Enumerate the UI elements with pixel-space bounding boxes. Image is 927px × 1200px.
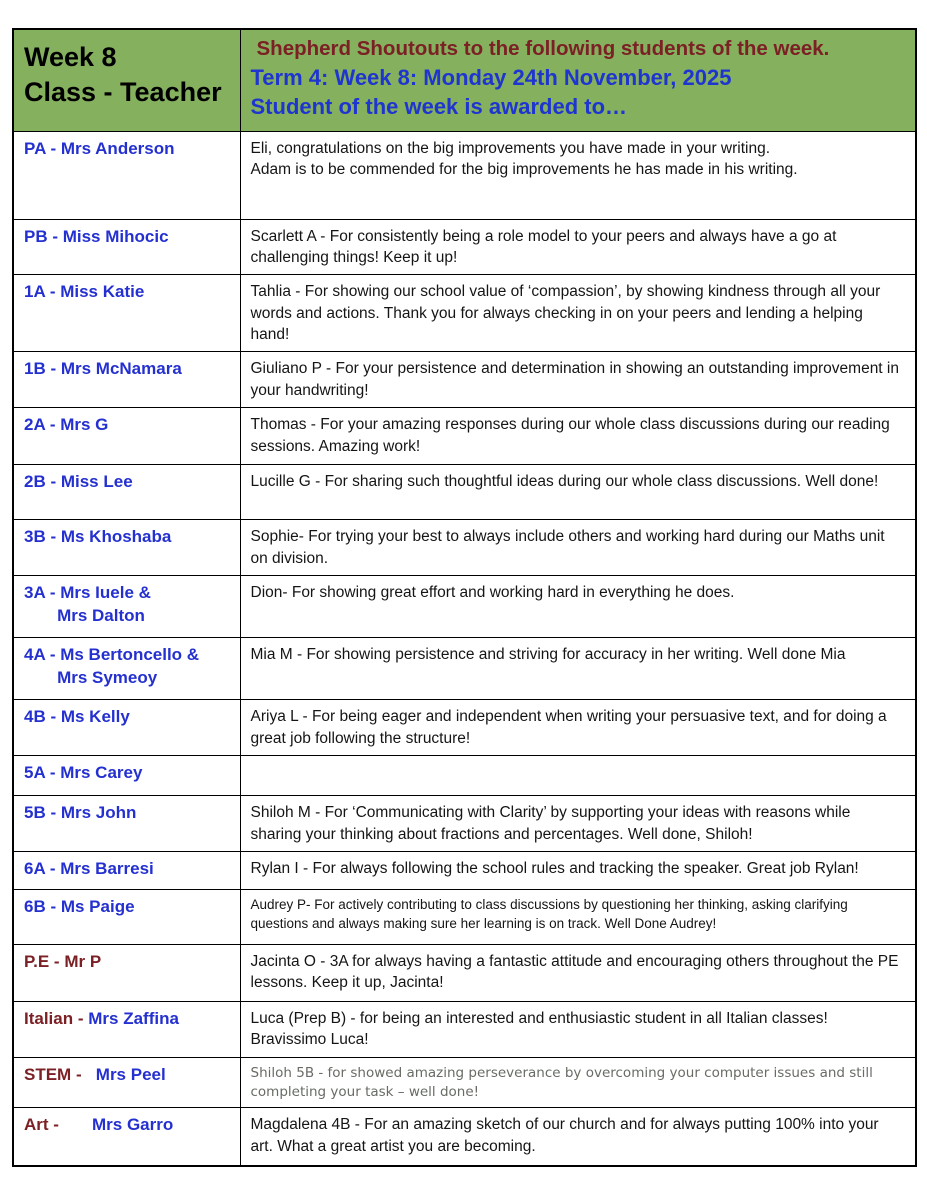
- class-subject-label: Art -: [24, 1115, 92, 1135]
- shoutout-text: Tahlia - For showing our school value of ‘compassion’, by showing kindness through all your words and actions. Thank you for always checking in on your peers and lending a helping hand!: [250, 283, 885, 343]
- shoutout-cell: [240, 1001, 916, 1057]
- class-teacher-cell: [13, 576, 240, 638]
- shoutout-cell: [240, 1108, 916, 1166]
- shoutout-text: Magdalena 4B - For an amazing sketch of our church and for always putting 100% into your art. What a great artist you are becoming.: [250, 1116, 883, 1155]
- class-teacher-label: 5A - Mrs Carey: [24, 763, 143, 783]
- shoutout-text: Audrey P- For actively contributing to class discussions by questioning her thinking, asking clarifying questions and always making sure her learning is on track. Well Done Audrey!: [250, 896, 852, 931]
- table-row: [13, 851, 916, 889]
- table-row: [13, 638, 916, 700]
- shoutout-cell: [240, 408, 916, 465]
- shoutout-cell: [240, 352, 916, 408]
- class-teacher-label: 2B - Miss Lee: [24, 472, 133, 492]
- shoutout-cell: [240, 1057, 916, 1108]
- class-teacher-cell: [13, 756, 240, 796]
- header-date-line: Term 4: Week 8: Monday 24th November, 2025: [250, 64, 732, 90]
- class-teacher-label: Mrs Peel: [95, 1064, 166, 1084]
- header-title: Shepherd Shoutouts to the following students of the week.: [256, 37, 830, 60]
- class-teacher-cell: [13, 851, 240, 889]
- shoutout-text: Shiloh M - For ‘Communicating with Clarity’ by supporting your ideas with reasons while sharing your thinking about fractions and percentages. Well done, Shiloh!: [250, 804, 855, 843]
- class-teacher-label: 6A - Mrs Barresi: [24, 858, 154, 878]
- header-week-label: Week 8: [24, 42, 117, 72]
- class-teacher-cell: [13, 944, 240, 1001]
- shoutout-cell: [240, 131, 916, 219]
- table-row: [13, 576, 916, 638]
- class-teacher-cell: [13, 700, 240, 756]
- class-teacher-cell: [13, 1001, 240, 1057]
- shoutout-cell: [240, 219, 916, 275]
- class-teacher-cell: [13, 638, 240, 700]
- class-teacher-cell: [13, 520, 240, 576]
- header-class-teacher-label: Class - Teacher: [24, 77, 222, 108]
- table-row: [13, 1108, 916, 1166]
- table-row: [13, 520, 916, 576]
- shoutout-cell: [240, 944, 916, 1001]
- shoutout-cell: [240, 275, 916, 352]
- header-awarded-line: Student of the week is awarded to…: [250, 94, 628, 120]
- shoutout-cell: [240, 851, 916, 889]
- class-teacher-cell: [13, 219, 240, 275]
- shoutout-cell: [240, 700, 916, 756]
- class-subject-label: Italian -: [24, 1008, 89, 1028]
- table-row: [13, 219, 916, 275]
- class-teacher-label: 4B - Ms Kelly: [24, 707, 130, 727]
- class-teacher-cell: [13, 408, 240, 465]
- class-teacher-label: Mrs Garro: [92, 1115, 174, 1135]
- shoutout-text: Ariya L - For being eager and independent when writing your persuasive text, and for doing a great job following the structure!: [250, 708, 891, 747]
- shoutout-cell: [240, 796, 916, 852]
- class-teacher-label: PA - Mrs Anderson: [24, 138, 175, 158]
- shoutout-cell: [240, 465, 916, 520]
- header-row: [13, 29, 916, 131]
- class-teacher-cell: [13, 465, 240, 520]
- shoutout-text: Rylan I - For always following the school rules and tracking the speaker. Great job Rylan!: [250, 859, 859, 877]
- shoutout-cell: [240, 756, 916, 796]
- shoutout-text: Jacinta O - 3A for always having a fantastic attitude and encouraging others throughout the PE lessons. Keep it up, Jacinta!: [250, 952, 903, 992]
- shoutout-text: Mia M - For showing persistence and striving for accuracy in her writing. Well done Mia: [250, 646, 846, 664]
- shoutout-text: Sophie- For trying your best to always include others and working hard during our Maths unit on division.: [250, 528, 889, 567]
- shoutout-text: Eli, congratulations on the big improvements you have made in your writing. Adam is to be commended for the big improvements he has made in his writing.: [250, 139, 798, 178]
- header-title-cell: [240, 29, 916, 131]
- class-teacher-label: 1A - Miss Katie: [24, 282, 145, 302]
- table-row: [13, 465, 916, 520]
- class-teacher-label: 1B - Mrs McNamara: [24, 359, 182, 379]
- table-row: [13, 275, 916, 352]
- shoutout-text: Shiloh 5B - for showed amazing perseverance by overcoming your computer issues and still completing your task – well done!: [250, 1064, 878, 1100]
- class-teacher-cell: [13, 796, 240, 852]
- table-row: [13, 1001, 916, 1057]
- table-row: [13, 756, 916, 796]
- shoutout-cell: [240, 576, 916, 638]
- header-class-teacher-cell: [13, 29, 240, 131]
- class-subject-label: STEM -: [24, 1064, 96, 1084]
- shoutout-text: Dion- For showing great effort and working hard in everything he does.: [250, 584, 735, 602]
- class-teacher-label: 3A - Mrs Iuele & Mrs Dalton: [24, 583, 151, 626]
- table-row: [13, 796, 916, 852]
- class-subject-label: P.E - Mr P: [24, 951, 102, 971]
- shoutout-text: Thomas - For your amazing responses during our whole class discussions during our reading sessions. Amazing work!: [250, 416, 895, 455]
- shoutouts-table: [12, 28, 917, 1167]
- class-teacher-label: Mrs Zaffina: [88, 1008, 179, 1028]
- table-row: [13, 1057, 916, 1108]
- class-teacher-cell: [13, 889, 240, 944]
- class-teacher-cell: [13, 275, 240, 352]
- class-teacher-cell: [13, 1108, 240, 1166]
- class-teacher-label: 5B - Mrs John: [24, 803, 137, 823]
- class-teacher-cell: [13, 1057, 240, 1108]
- shoutout-text: Lucille G - For sharing such thoughtful ideas during our whole class discussions. Well done!: [250, 473, 879, 491]
- class-teacher-cell: [13, 352, 240, 408]
- shoutout-cell: [240, 520, 916, 576]
- table-row: [13, 131, 916, 219]
- class-teacher-label: 2A - Mrs G: [24, 415, 109, 435]
- table-row: [13, 352, 916, 408]
- table-row: [13, 700, 916, 756]
- table-row: [13, 889, 916, 944]
- class-teacher-label: 4A - Ms Bertoncello & Mrs Symeoy: [24, 645, 200, 688]
- shoutout-text: Scarlett A - For consistently being a role model to your peers and always have a go at challenging things! Keep it up!: [250, 227, 841, 266]
- class-teacher-label: 3B - Ms Khoshaba: [24, 527, 172, 547]
- class-teacher-label: 6B - Ms Paige: [24, 896, 135, 916]
- shoutout-text: Giuliano P - For your persistence and determination in showing an outstanding improvement in your handwriting!: [250, 360, 904, 399]
- shoutout-text: Luca (Prep B) - for being an interested and enthusiastic student in all Italian classes! Bravissimo Luca!: [250, 1009, 833, 1049]
- table-row: [13, 944, 916, 1001]
- table-row: [13, 408, 916, 465]
- class-teacher-cell: [13, 131, 240, 219]
- shoutout-cell: [240, 889, 916, 944]
- class-teacher-label: PB - Miss Mihocic: [24, 226, 169, 246]
- shoutout-cell: [240, 638, 916, 700]
